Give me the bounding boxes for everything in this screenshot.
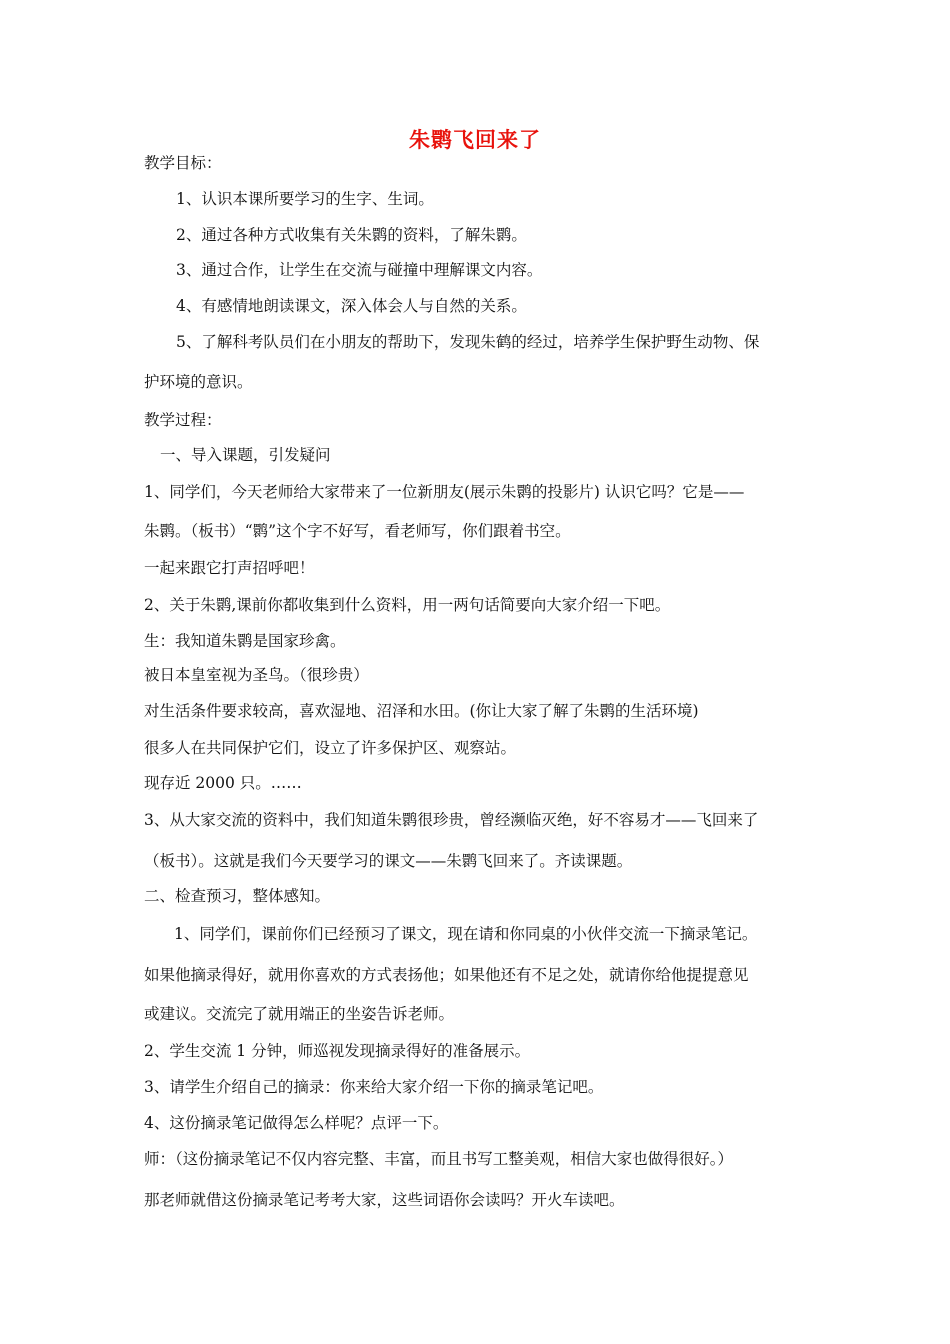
part1-heading: 一、导入课题，引发疑问 (160, 446, 331, 464)
document-title: 朱鹮飞回来了 (409, 128, 541, 152)
paragraph-line: 一起来跟它打声招呼吧！ (144, 559, 315, 577)
part2-heading: 二、检查预习，整体感知。 (144, 887, 331, 905)
paragraph-line: 如果他摘录得好，就用你喜欢的方式表扬他；如果他还有不足之处，就请你给他提提意见 (144, 966, 749, 984)
paragraph-line: 师：（这份摘录笔记不仅内容完整、丰富，而且书写工整美观，相信大家也做得很好。） (144, 1150, 734, 1168)
paragraph-line: 3、请学生介绍自己的摘录：你来给大家介绍一下你的摘录笔记吧。 (144, 1078, 604, 1096)
paragraph-line: 现存近 2000 只。…… (144, 774, 302, 792)
goal-item: 1、认识本课所要学习的生字、生词。 (176, 190, 434, 208)
paragraph-line: 1、同学们，课前你们已经预习了课文，现在请和你同桌的小伙伴交流一下摘录笔记。 (174, 925, 758, 943)
paragraph-line: 2、学生交流 1 分钟，师巡视发现摘录得好的准备展示。 (144, 1042, 531, 1060)
paragraph-line: 那老师就借这份摘录笔记考考大家，这些词语你会读吗？开火车读吧。 (144, 1191, 625, 1209)
paragraph-line: 对生活条件要求较高，喜欢湿地、沼泽和水田。(你让大家了解了朱鹮的生活环境) (144, 702, 699, 720)
paragraph-line: 被日本皇室视为圣鸟。（很珍贵） (144, 666, 369, 684)
goal-item: 5、了解科考队员们在小朋友的帮助下，发现朱鹤的经过，培养学生保护野生动物、保 (176, 333, 760, 351)
paragraph-line: 或建议。交流完了就用端正的坐姿告诉老师。 (144, 1005, 455, 1023)
paragraph-line: 3、从大家交流的资料中，我们知道朱鹮很珍贵，曾经濒临灭绝，好不容易才——飞回来了 (144, 811, 759, 829)
paragraph-line: 生：我知道朱鹮是国家珍禽。 (144, 632, 346, 650)
paragraph-line: 朱鹮。（板书）“鹮”这个字不好写，看老师写，你们跟着书空。 (144, 522, 571, 540)
goal-item-continued: 护环境的意识。 (144, 373, 253, 391)
paragraph-line: 4、这份摘录笔记做得怎么样呢？点评一下。 (144, 1114, 449, 1132)
goal-item: 3、通过合作，让学生在交流与碰撞中理解课文内容。 (176, 261, 543, 279)
goals-heading: 教学目标： (144, 154, 222, 172)
goal-item: 4、有感情地朗读课文，深入体会人与自然的关系。 (176, 297, 527, 315)
goal-item: 2、通过各种方式收集有关朱鹮的资料，了解朱鹮。 (176, 226, 527, 244)
paragraph-line: （板书）。这就是我们今天要学习的课文——朱鹮飞回来了。齐读课题。 (144, 852, 633, 870)
paragraph-line: 1、同学们，今天老师给大家带来了一位新朋友(展示朱鹮的投影片) 认识它吗？它是—— (144, 483, 745, 501)
paragraph-line: 2、关于朱鹮,课前你都收集到什么资料，用一两句话简要向大家介绍一下吧。 (144, 596, 671, 614)
paragraph-line: 很多人在共同保护它们，设立了许多保护区、观察站。 (144, 739, 517, 757)
process-heading: 教学过程： (144, 411, 222, 429)
